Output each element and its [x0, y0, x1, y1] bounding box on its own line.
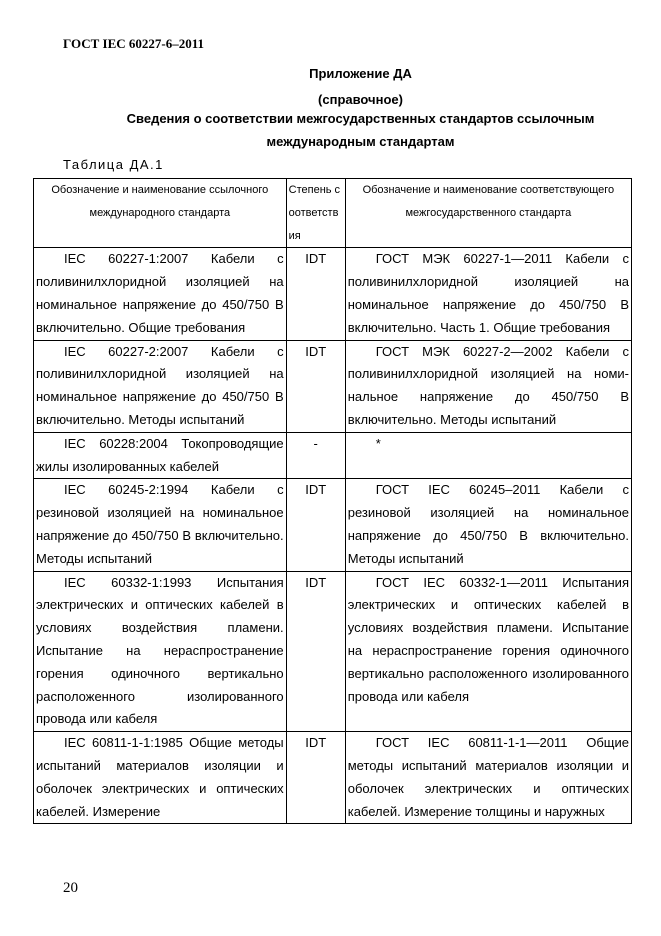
cell-intl-standard: IEC 60811-1-1:1985 Общие методы испытаний материалов изоляции и оболочек электрических и оптических кабелей. Измерение: [34, 732, 287, 824]
appendix-title: Приложение ДА: [309, 66, 412, 81]
cell-intl-standard: IEC 60332-1:1993 Испытания электрических и оптических кабелей в условиях воздействия пламени. Испытание на нераспространение горения одиночного вертикально расположенного изолированного провода или кабеля: [34, 571, 287, 732]
header-intl-standard: Обозначение и наименование ссылочного международного стандарта: [34, 179, 287, 248]
header-national-standard: Обозначение и наименование соответствующего межгосударственного стандарта: [345, 179, 631, 248]
cell-national-standard: ГОСТ МЭК 60227-2—2002 Кабели с поливинилхлоридной изоляцией на номи-нальное напряжение до 450/750 В включительно. Методы испытаний: [345, 340, 631, 432]
cell-national-standard: ГОСТ IEC 60245–2011 Кабели с резиновой изоляцией на номинальное напряжение до 450/750 В включительно. Методы испытаний: [345, 479, 631, 571]
table-row: [34, 571, 632, 732]
cell-intl-standard: IEC 60228:2004 Токопроводящие жилы изолированных кабелей: [34, 432, 287, 479]
cell-national-standard: ГОСТ IEC 60332-1—2011 Испытания электрических и оптических кабелей в условиях воздействия пламени. Испытание на нераспространение горения одиночного вертикально расположенного изолированного провода или кабеля: [345, 571, 631, 732]
table-caption: Таблица ДА.1: [63, 157, 164, 172]
cell-intl-standard: IEC 60245-2:1994 Кабели с резиновой изоляцией на номинальное напряжение до 450/750 В включительно. Методы испытаний: [34, 479, 287, 571]
cell-degree: IDT: [286, 479, 345, 571]
page-number: 20: [63, 880, 78, 896]
table-row: [34, 248, 632, 340]
cell-national-standard: ГОСТ МЭК 60227-1—2011 Кабели с поливинилхлоридной изоляцией на номинальное напряжение до 450/750 В включительно. Часть 1. Общие требования: [345, 248, 631, 340]
cell-national-standard: *: [345, 432, 631, 479]
cell-degree: IDT: [286, 248, 345, 340]
appendix-subtitle-line2: международным стандартам: [266, 134, 455, 149]
correspondence-table: [33, 178, 632, 824]
cell-degree: IDT: [286, 571, 345, 732]
cell-degree: IDT: [286, 340, 345, 432]
cell-intl-standard: IEC 60227-2:2007 Кабели с поливинилхлоридной изоляцией на номинальное напряжение до 450/750 В включительно. Методы испытаний: [34, 340, 287, 432]
table-row: [34, 432, 632, 479]
cell-degree: -: [286, 432, 345, 479]
document-standard-header: ГОСТ IEC 60227-6–2011: [63, 36, 205, 51]
appendix-type: (справочное): [318, 92, 403, 107]
table-row: [34, 340, 632, 432]
cell-degree: IDT: [286, 732, 345, 824]
appendix-subtitle-line1: Сведения о соответствии межгосударственных стандартов ссылочным: [126, 111, 595, 126]
cell-national-standard: ГОСТ IEC 60811-1-1—2011 Общие методы испытаний материалов изоляции и оболочек электрических и оптических кабелей. Измерение толщины и наружных: [345, 732, 631, 824]
table-header-row: [34, 179, 632, 248]
table-row: [34, 732, 632, 824]
header-degree: Степень соответствия: [286, 179, 345, 248]
cell-intl-standard: IEC 60227-1:2007 Кабели с поливинилхлоридной изоляцией на номинальное напряжение до 450/750 В включительно. Общие требования: [34, 248, 287, 340]
table-row: [34, 479, 632, 571]
